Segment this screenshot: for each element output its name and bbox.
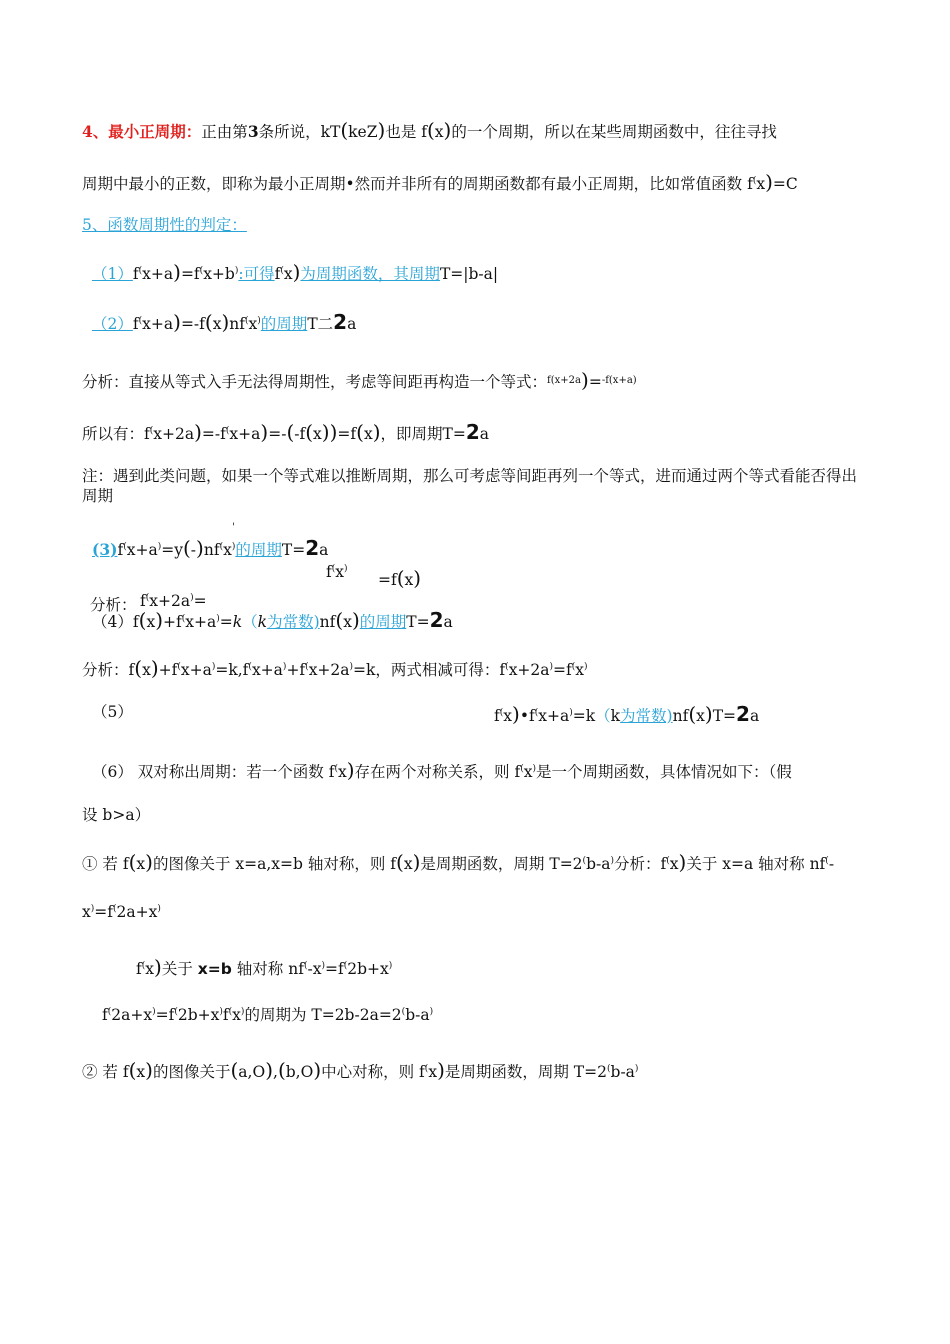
case-4-number: （4）: [92, 613, 133, 631]
case-3: (3)f(x+a)=y(-)nf(x)的周期T=2a: [92, 536, 329, 560]
case-6-line-2: 设 b>a）: [82, 806, 151, 824]
point-2: ② 若 f(x)的图像关于(a,O),(b,O)中心对称，则 f(x)是周期函数，周期 T=2(b-a): [82, 1058, 639, 1082]
point-1-line-1: ① 若 f(x)的图像关于 x=a,x=b 轴对称，则 f(x)是周期函数，周期 T=2(b-a)分析：f(x)关于 x=a 轴对称 nf(-: [82, 850, 835, 874]
case-5-number: （5）: [92, 703, 133, 721]
analysis-4: 分析：f(x)+f(x+a)=k,f(x+a)+f(x+2a)=k，两式相减可得：f(x+2a)=f(x): [82, 656, 588, 680]
section-5-heading: 5、函数周期性的判定：: [82, 216, 247, 234]
case-2: （2）f(x+a)=-f(x)nf(x)的周期T二2a: [92, 310, 357, 334]
analysis-3: 分析：: [90, 596, 137, 614]
case-3-number: (3): [92, 540, 118, 559]
note-paragraph: 注：遇到此类问题，如果一个等式难以推断周期，那么可考虑等间距再列一个等式，进而通过两个等式看能否得出周期: [82, 467, 858, 505]
case-2-number: （2）: [92, 315, 133, 333]
case-3-tick: ': [232, 522, 235, 533]
point-1-line-2: x)=f(2a+x): [82, 903, 161, 921]
section-4-line-2: 周期中最小的正数，即称为最小正周期•然而并非所有的周期函数都有最小正周期，比如常值函数 f(x)=C: [82, 170, 798, 194]
case-1-number: （1）: [92, 265, 133, 283]
point-1-line-3: f(x)关于 x=b 轴对称 nf(-x)=f(2b+x): [136, 955, 393, 979]
so-line: 所以有：f(x+2a)=-f(x+a)=-(-f(x))=f(x)，即周期T=2a: [82, 420, 490, 444]
case-5: f(x)•f(x+a)=k（k为常数)nf(x)T=2a: [494, 702, 760, 726]
case-1: （1）f(x+a)=f(x+b):可得f(x)为周期函数，其周期T=|b-a|: [92, 260, 499, 284]
point-1-line-4: f(2a+x)=f(2b+x)f(x)的周期为 T=2b-2a=2(b-a): [102, 1006, 434, 1024]
analysis-2: 分析：直接从等式入手无法得周期性，考虑等间距再构造一个等式：$^{f(x+2a}$)=$^{-f(x+a)}$: [82, 368, 637, 392]
case-6-line-1: （6） 双对称出周期：若一个函数 f(x)存在两个对称关系，则 f(x)是一个周期函数，具体情况如下：（假: [92, 758, 792, 782]
section-4-line-1: 4、最小正周期：正由第3条所说，kT(keZ)也是 f(x)的一个周期，所以在某些周期函数中，往往寻找: [82, 118, 777, 142]
analysis-3-expression: f(x+2a)=: [140, 592, 207, 610]
section-4-heading: 4、最小正周期：: [82, 122, 202, 141]
case-4: （4）f(x)+f(x+a)=k（k为常数)nf(x)的周期T=2a: [92, 608, 453, 632]
case-3-fraction-term: f(x): [326, 563, 348, 581]
case-3-fraction-result: =f(x): [378, 566, 422, 590]
